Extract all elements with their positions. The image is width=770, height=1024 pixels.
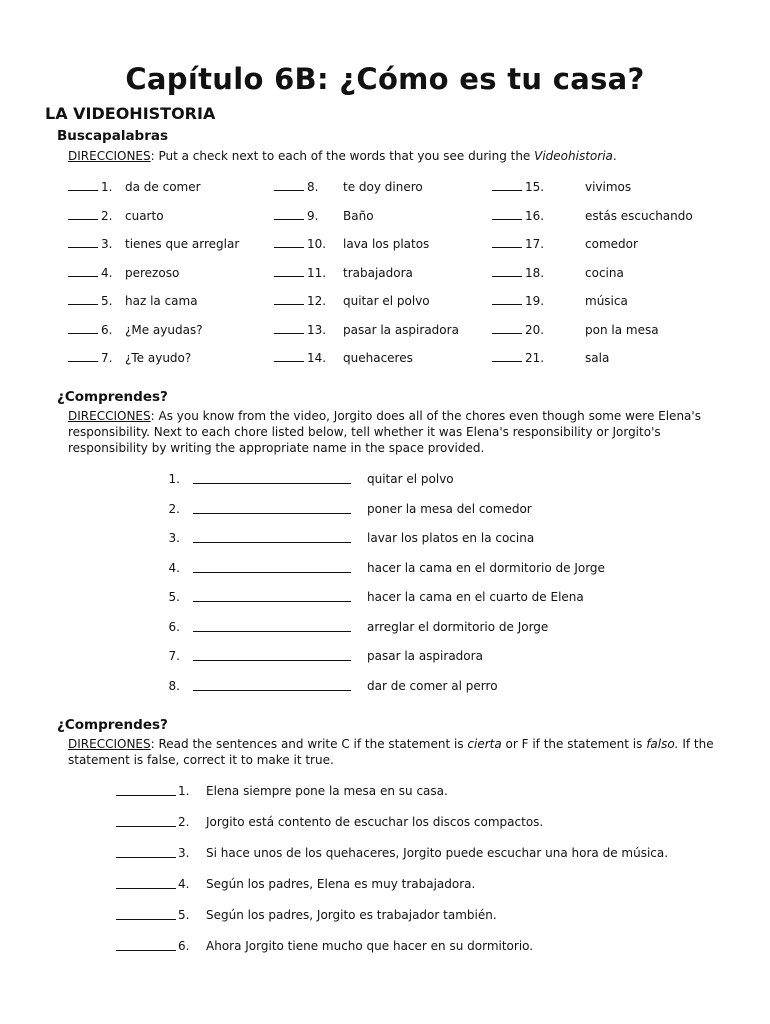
chore-item [0, 648, 770, 664]
check-blank[interactable] [274, 322, 304, 334]
wordsearch-item [492, 265, 692, 281]
wordsearch-item [492, 208, 692, 224]
answer-blank[interactable] [193, 513, 351, 514]
item-number: 2. [178, 815, 190, 829]
directions-text: : As you know from the video, Jorgito does all of the chores even though some were Elena's responsibility. Next to each chore listed below, tell whether it was Elena's responsibility or Jorgito's responsibility by writing the appropriate name in the space provided. [68, 409, 701, 455]
wordsearch-item [274, 350, 474, 366]
item-number: 8. [307, 180, 319, 194]
check-blank[interactable] [274, 350, 304, 362]
wordsearch-item [492, 236, 692, 252]
chore-text: quitar el polvo [367, 472, 454, 486]
chore-text: dar de comer al perro [367, 678, 498, 693]
directions-italic: Videohistoria [534, 149, 613, 163]
check-blank[interactable] [68, 208, 98, 220]
item-number: 12. [307, 294, 327, 308]
item-number: 14. [307, 351, 327, 365]
item-word: quehaceres [343, 351, 413, 365]
chore-item [0, 619, 770, 635]
directions-italic: cierta [467, 737, 502, 751]
item-word: cocina [585, 265, 624, 280]
item-word: ¿Te ayudo? [125, 351, 192, 365]
item-word: vivimos [585, 180, 632, 194]
wordsearch-item [68, 350, 268, 366]
wordsearch-item [68, 293, 268, 309]
check-blank[interactable] [492, 179, 522, 191]
chore-text: poner la mesa del comedor [367, 501, 532, 516]
item-number: 4. [168, 560, 180, 575]
answer-blank[interactable] [193, 542, 351, 543]
answer-blank[interactable] [193, 660, 351, 661]
chore-text: hacer la cama en el cuarto de Elena [367, 590, 584, 604]
item-number: 19. [525, 294, 545, 308]
directions-italic: falso. [646, 737, 679, 751]
wordsearch-item [492, 179, 692, 195]
chore-item [0, 501, 770, 517]
item-number: 20. [525, 322, 545, 337]
wordsearch-item [274, 208, 474, 224]
check-blank[interactable] [492, 265, 522, 277]
statement-text: Elena siempre pone la mesa en su casa. [206, 784, 448, 798]
statement-item [0, 876, 770, 892]
answer-blank[interactable] [116, 795, 176, 796]
answer-blank[interactable] [116, 826, 176, 827]
check-blank[interactable] [68, 322, 98, 334]
item-number: 13. [307, 322, 327, 337]
wordsearch-heading: Buscapalabras [57, 128, 169, 144]
check-blank[interactable] [68, 236, 98, 248]
check-blank[interactable] [274, 265, 304, 277]
item-number: 5. [178, 908, 190, 922]
item-number: 15. [525, 180, 545, 194]
statement-text: Si hace unos de los quehaceres, Jorgito puede escuchar una hora de música. [206, 846, 669, 860]
item-number: 7. [168, 649, 180, 663]
item-number: 7. [101, 351, 113, 365]
statement-item [0, 845, 770, 861]
wordsearch-item [274, 179, 474, 195]
item-word: tienes que arreglar [125, 237, 240, 251]
item-number: 18. [525, 265, 545, 280]
wordsearch-item [274, 265, 474, 281]
statement-text: Ahora Jorgito tiene mucho que hacer en su dormitorio. [206, 939, 534, 953]
item-number: 5. [101, 294, 113, 308]
check-blank[interactable] [492, 236, 522, 248]
wordsearch-item [274, 293, 474, 309]
item-word: perezoso [125, 265, 180, 280]
wordsearch-item [68, 208, 268, 224]
check-blank[interactable] [492, 322, 522, 334]
chores-heading: ¿Comprendes? [57, 389, 168, 405]
directions-text: : Read the sentences and write C if the statement is [150, 737, 468, 751]
answer-blank[interactable] [193, 483, 351, 484]
item-word: Baño [343, 208, 374, 223]
wordsearch-directions [68, 148, 723, 164]
directions-text: If the statement is false, correct it to make it true. [68, 737, 714, 767]
chores-directions [68, 408, 723, 456]
answer-blank[interactable] [116, 950, 176, 951]
item-number: 3. [168, 531, 180, 545]
item-number: 11. [307, 265, 327, 280]
statement-item [0, 938, 770, 954]
item-number: 16. [525, 208, 545, 223]
check-blank[interactable] [68, 265, 98, 277]
wordsearch-item [492, 293, 692, 309]
wordsearch-item [274, 322, 474, 338]
chore-item [0, 471, 770, 487]
wordsearch-item [492, 350, 692, 366]
item-number: 21. [525, 351, 545, 365]
check-blank[interactable] [274, 236, 304, 248]
check-blank[interactable] [492, 293, 522, 305]
answer-blank[interactable] [116, 919, 176, 920]
truefalse-heading: ¿Comprendes? [57, 717, 168, 733]
check-blank[interactable] [274, 208, 304, 220]
item-number: 3. [178, 846, 190, 860]
statement-text: Según los padres, Jorgito es trabajador también. [206, 908, 497, 922]
item-number: 1. [101, 180, 113, 194]
answer-blank[interactable] [193, 601, 351, 602]
statement-text: Según los padres, Elena es muy trabajadora. [206, 877, 476, 891]
item-number: 5. [168, 590, 180, 604]
item-word: pon la mesa [585, 322, 659, 337]
check-blank[interactable] [68, 350, 98, 362]
item-word: cuarto [125, 208, 164, 223]
item-number: 1. [168, 472, 180, 486]
chore-text: arreglar el dormitorio de Jorge [367, 619, 549, 634]
item-number: 10. [307, 237, 327, 251]
truefalse-directions [68, 736, 723, 768]
chore-item [0, 589, 770, 605]
wordsearch-item [492, 322, 692, 338]
answer-blank[interactable] [116, 888, 176, 889]
check-blank[interactable] [492, 208, 522, 220]
item-word: te doy dinero [343, 180, 423, 194]
item-word: quitar el polvo [343, 294, 430, 308]
item-number: 2. [101, 208, 113, 223]
directions-label: DIRECCIONES [68, 737, 151, 751]
chore-text: pasar la aspiradora [367, 649, 483, 663]
wordsearch-item [274, 236, 474, 252]
answer-blank[interactable] [193, 631, 351, 632]
statement-item [0, 814, 770, 830]
item-word: ¿Me ayudas? [125, 322, 203, 337]
item-number: 2. [168, 501, 180, 516]
item-word: da de comer [125, 180, 201, 194]
item-number: 4. [178, 877, 190, 891]
item-word: estás escuchando [585, 208, 693, 223]
directions-text: or F if the statement is [501, 737, 647, 751]
item-word: sala [585, 351, 610, 365]
directions-end: . [612, 149, 617, 163]
wordsearch-item [68, 265, 268, 281]
answer-blank[interactable] [116, 857, 176, 858]
directions-label: DIRECCIONES [68, 409, 151, 423]
chore-item [0, 560, 770, 576]
check-blank[interactable] [68, 293, 98, 305]
check-blank[interactable] [68, 179, 98, 191]
chore-text: lavar los platos en la cocina [367, 531, 535, 545]
item-word: trabajadora [343, 265, 413, 280]
answer-blank[interactable] [193, 690, 351, 691]
check-blank[interactable] [274, 293, 304, 305]
item-number: 4. [101, 265, 113, 280]
item-number: 9. [307, 208, 319, 223]
item-word: lava los platos [343, 237, 430, 251]
wordsearch-item [68, 236, 268, 252]
item-word: música [585, 294, 628, 308]
item-word: comedor [585, 237, 638, 251]
statement-item [0, 783, 770, 799]
chore-text: hacer la cama en el dormitorio de Jorge [367, 560, 605, 575]
section-title: LA VIDEOHISTORIA [45, 104, 216, 123]
directions-text: : Put a check next to each of the words that you see during the [150, 149, 535, 163]
page-title: Capítulo 6B: ¿Cómo es tu casa? [125, 62, 645, 96]
item-number: 8. [168, 678, 180, 693]
check-blank[interactable] [492, 350, 522, 362]
directions-label: DIRECCIONES [68, 149, 151, 163]
chore-item [0, 678, 770, 694]
statement-item [0, 907, 770, 923]
answer-blank[interactable] [193, 572, 351, 573]
chore-item [0, 530, 770, 546]
item-number: 6. [101, 322, 113, 337]
item-number: 17. [525, 237, 545, 251]
item-number: 6. [168, 619, 180, 634]
item-word: pasar la aspiradora [343, 322, 459, 337]
wordsearch-item [68, 179, 268, 195]
statement-text: Jorgito está contento de escuchar los discos compactos. [206, 815, 544, 829]
wordsearch-item [68, 322, 268, 338]
item-number: 6. [178, 939, 190, 953]
check-blank[interactable] [274, 179, 304, 191]
item-word: haz la cama [125, 294, 198, 308]
item-number: 1. [178, 784, 190, 798]
item-number: 3. [101, 237, 113, 251]
